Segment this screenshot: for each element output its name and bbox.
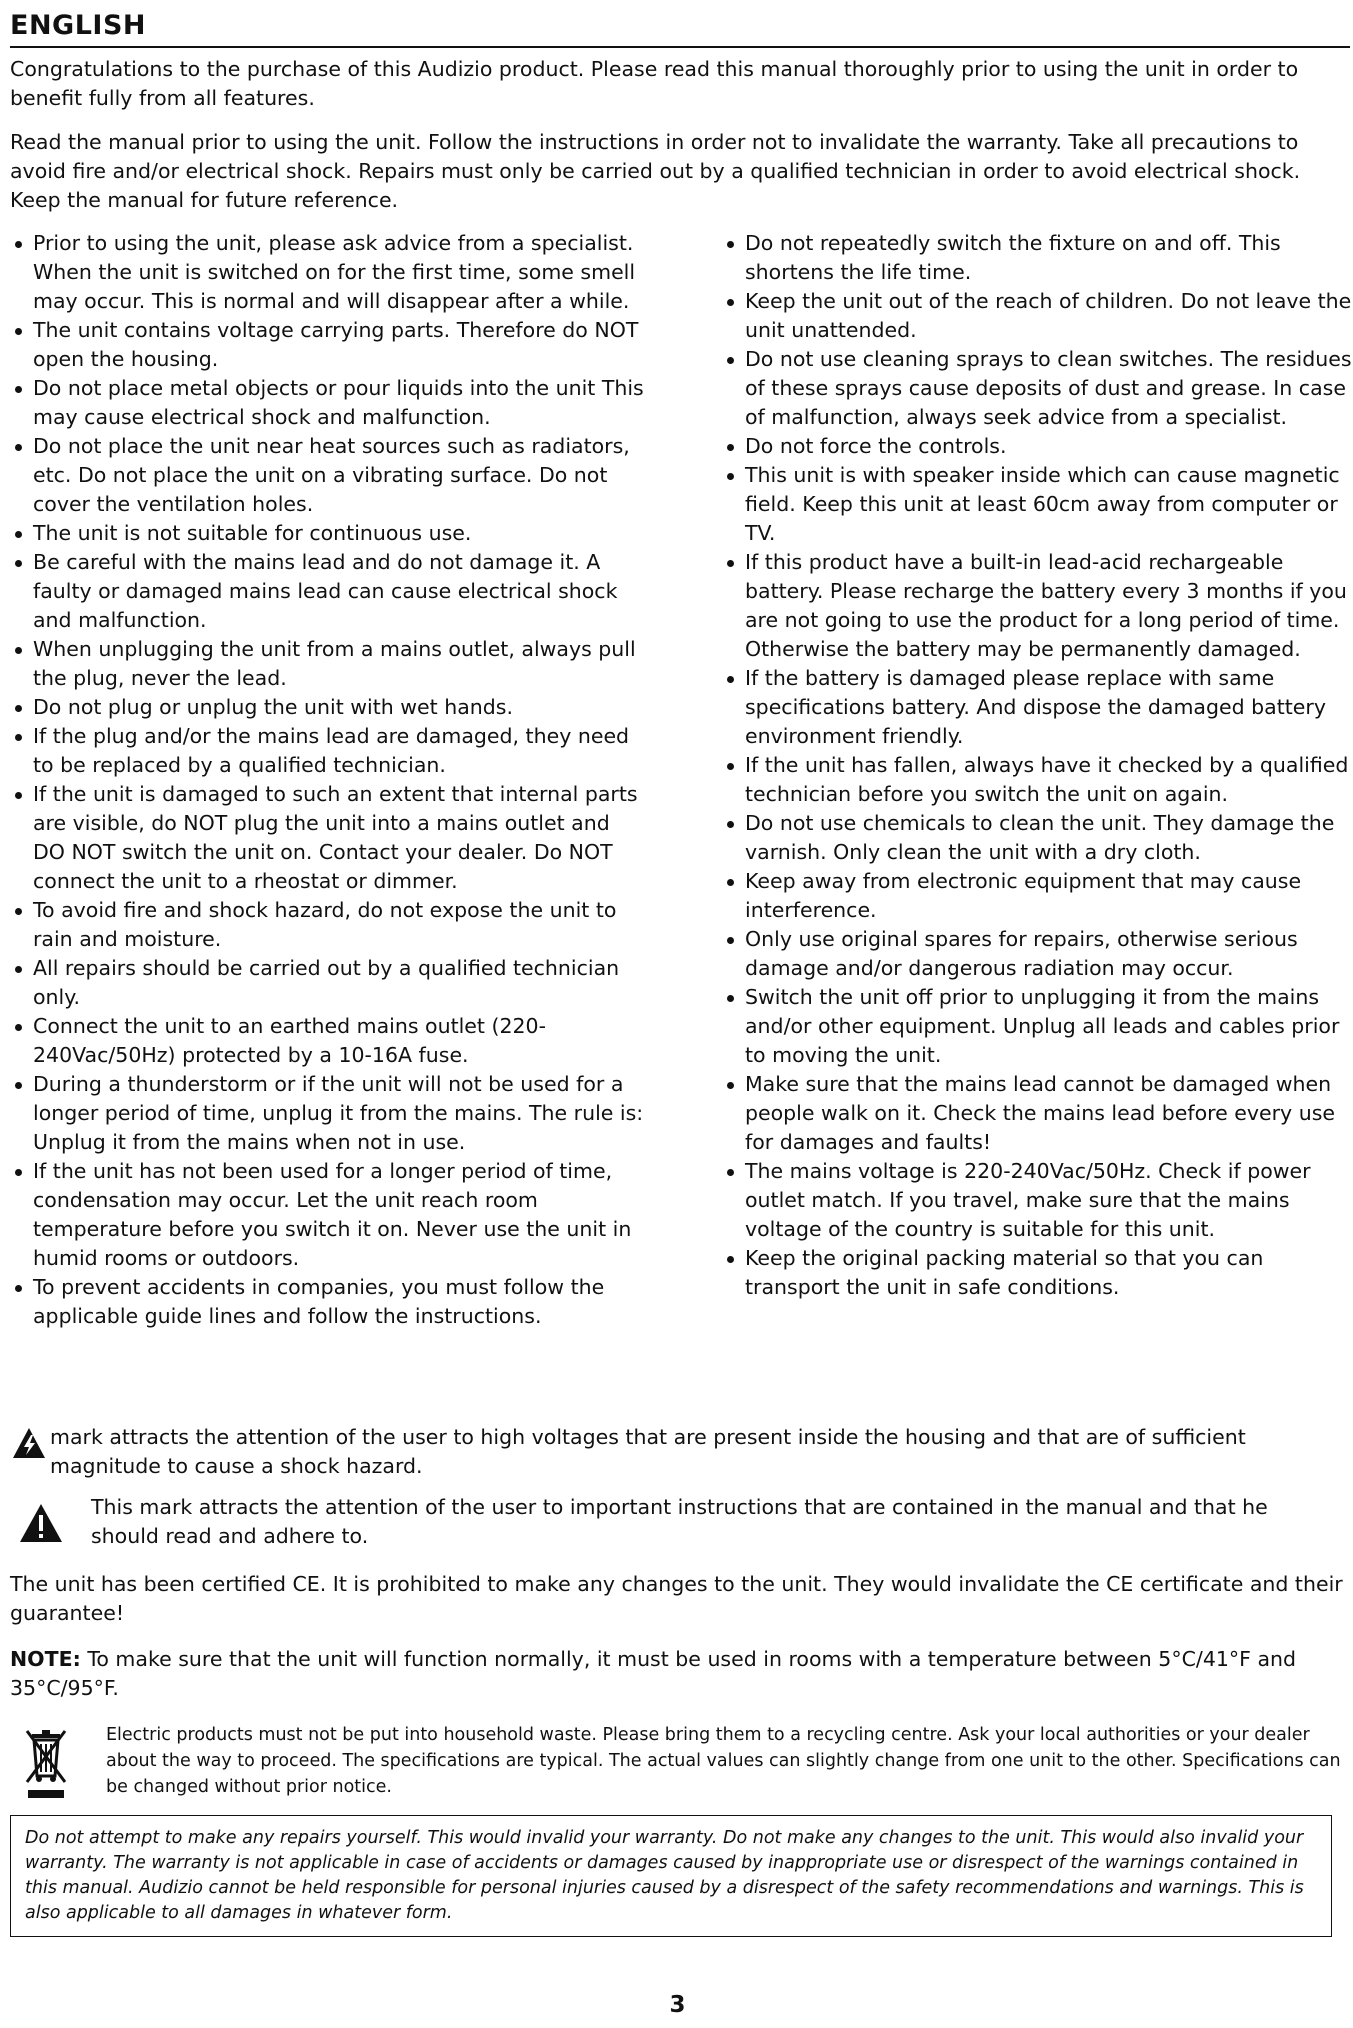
safety-item: The unit contains voltage carrying parts. Therefore do NOT open the housing. <box>10 316 645 374</box>
page-number: 3 <box>669 1992 686 2018</box>
safety-item: Do not force the controls. <box>722 432 1352 461</box>
safety-item: Keep the original packing material so that you can transport the unit in safe conditions. <box>722 1244 1352 1302</box>
safety-item: Do not plug or unplug the unit with wet hands. <box>10 693 645 722</box>
high-voltage-text: mark attracts the attention of the user to high voltages that are present inside the housing and that are of sufficient magnitude to cause a shock hazard. <box>50 1425 1246 1478</box>
instructions-text: This mark attracts the attention of the user to important instructions that are contained in the manual and that he should read and adhere to. <box>91 1495 1268 1548</box>
safety-item: The unit is not suitable for continuous use. <box>10 519 645 548</box>
note-paragraph <box>10 1645 1345 1703</box>
safety-item: Keep away from electronic equipment that may cause interference. <box>722 867 1352 925</box>
safety-item: If the unit has not been used for a longer period of time, condensation may occur. Let the unit reach room temperature before you switch it on. Never use the unit in humid rooms or outdoors. <box>10 1157 645 1273</box>
safety-list-left <box>10 229 645 1331</box>
weee-text: Electric products must not be put into household waste. Please bring them to a recycling centre. Ask your local authorities or your dealer about the way to proceed. The specifications are typical. The actual values can slightly change from one unit to the other. Specifications can be changed without prior notice. <box>106 1725 1341 1797</box>
safety-item: If the plug and/or the mains lead are damaged, they need to be replaced by a qualified technician. <box>10 722 645 780</box>
safety-item: If the unit has fallen, always have it checked by a qualified technician before you switch the unit on again. <box>722 751 1352 809</box>
safety-item: During a thunderstorm or if the unit will not be used for a longer period of time, unplug it from the mains. The rule is: Unplug it from the mains when not in use. <box>10 1070 645 1157</box>
safety-item: Make sure that the mains lead cannot be damaged when people walk on it. Check the mains lead before every use for damages and faults! <box>722 1070 1352 1157</box>
safety-item: If the unit is damaged to such an extent that internal parts are visible, do NOT plug the unit into a mains outlet and DO NOT switch the unit on. Contact your dealer. Do NOT connect the unit to a rheostat or dimmer. <box>10 780 645 896</box>
safety-item: Keep the unit out of the reach of children. Do not leave the unit unattended. <box>722 287 1352 345</box>
safety-item: If this product have a built-in lead-acid rechargeable battery. Please recharge the battery every 3 months if you are not going to use the product for a long period of time. Otherwise the battery may be permanently damaged. <box>722 548 1352 664</box>
safety-item: Switch the unit off prior to unplugging it from the mains and/or other equipment. Unplug all leads and cables prior to moving the unit. <box>722 983 1352 1070</box>
safety-item: If the battery is damaged please replace with same specifications battery. And dispose the damaged battery environment friendly. <box>722 664 1352 751</box>
safety-item: Do not repeatedly switch the fixture on and off. This shortens the life time. <box>722 229 1352 287</box>
safety-item: This unit is with speaker inside which can cause magnetic field. Keep this unit at least 60cm away from computer or TV. <box>722 461 1352 548</box>
safety-item: The mains voltage is 220-240Vac/50Hz. Check if power outlet match. If you travel, make sure that the mains voltage of the country is suitable for this unit. <box>722 1157 1352 1244</box>
safety-item: Do not place metal objects or pour liquids into the unit This may cause electrical shock and malfunction. <box>10 374 645 432</box>
note-label: NOTE: <box>10 1647 81 1671</box>
safety-item: Prior to using the unit, please ask advice from a specialist. When the unit is switched on for the first time, some smell may occur. This is normal and will disappear after a while. <box>10 229 645 316</box>
language-heading: ENGLISH <box>10 6 1350 48</box>
exclamation-warning-icon <box>19 1503 63 1551</box>
warranty-disclaimer: Do not attempt to make any repairs yourself. This would invalid your warranty. Do not make any changes to the unit. This would also invalid your warranty. The warranty is not applicable in case of accidents or damages caused by inappropriate use or disrespect of the warnings contained in this manual. Audizio cannot be held responsible for personal injuries caused by a disrespect of the safety recommendations and warnings. This is also applicable to all damages in whatever form. <box>10 1815 1332 1937</box>
intro-paragraph: Read the manual prior to using the unit. Follow the instructions in order not to invalidate the warranty. Take all precautions to avoid fire and/or electrical shock. Repairs must only be carried out by a qualified technician in order to avoid electrical shock. Keep the manual for future reference. <box>10 130 1301 212</box>
safety-item: When unplugging the unit from a mains outlet, always pull the plug, never the lead. <box>10 635 645 693</box>
safety-item: Connect the unit to an earthed mains outlet (220-240Vac/50Hz) protected by a 10-16A fuse. <box>10 1012 645 1070</box>
safety-item: All repairs should be carried out by a qualified technician only. <box>10 954 645 1012</box>
safety-item: To avoid fire and shock hazard, do not expose the unit to rain and moisture. <box>10 896 645 954</box>
safety-item: Do not place the unit near heat sources such as radiators, etc. Do not place the unit on a vibrating surface. Do not cover the ventilation holes. <box>10 432 645 519</box>
note-text: To make sure that the unit will function normally, it must be used in rooms with a temperature between 5°C/41°F and 35°C/95°F. <box>10 1647 1297 1700</box>
safety-item: Be careful with the mains lead and do not damage it. A faulty or damaged mains lead can cause electrical shock and malfunction. <box>10 548 645 635</box>
high-voltage-warning-icon <box>12 1427 46 1467</box>
safety-item: Do not use cleaning sprays to clean switches. The residues of these sprays cause deposits of dust and grease. In case of malfunction, always seek advice from a specialist. <box>722 345 1352 432</box>
safety-list-right <box>722 229 1352 1302</box>
safety-item: Only use original spares for repairs, otherwise serious damage and/or dangerous radiation may occur. <box>722 925 1352 983</box>
manual-page <box>10 0 1350 2028</box>
ce-certification-text: The unit has been certified CE. It is prohibited to make any changes to the unit. They would invalidate the CE certificate and their guarantee! <box>10 1572 1343 1625</box>
safety-item: To prevent accidents in companies, you must follow the applicable guide lines and follow the instructions. <box>10 1273 645 1331</box>
crossed-out-bin-icon <box>24 1728 68 1808</box>
safety-item: Do not use chemicals to clean the unit. They damage the varnish. Only clean the unit with a dry cloth. <box>722 809 1352 867</box>
intro-paragraph: Congratulations to the purchase of this Audizio product. Please read this manual thoroughly prior to using the unit in order to benefit fully from all features. <box>10 57 1299 110</box>
